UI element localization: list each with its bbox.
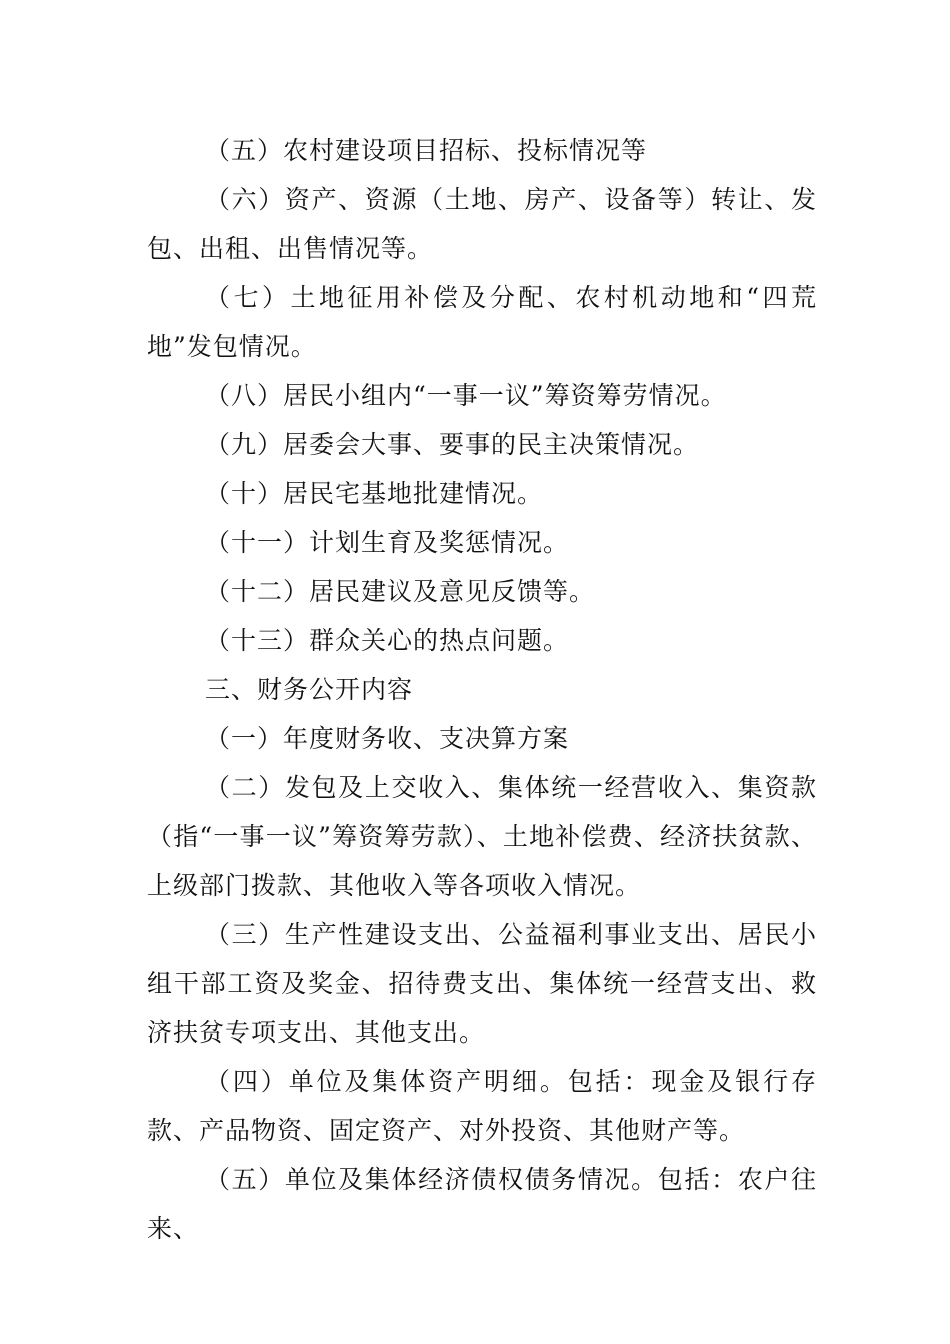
paragraph-finance-1-budget: （一）年度财务收、支决算方案 xyxy=(205,724,570,753)
paragraph-item-13-hot-issues: （十三）群众关心的热点问题。 xyxy=(205,626,570,655)
paragraph-item-12-feedback: （十二）居民建议及意见反馈等。 xyxy=(205,577,596,606)
paragraph-finance-4-assets: （四）单位及集体资产明细。包括：现金及银行存款、产品物资、固定资产、对外投资、其他财产等。 xyxy=(147,1067,817,1145)
paragraph-item-5-bidding: （五）农村建设项目招标、投标情况等 xyxy=(205,136,648,165)
paragraph-item-10-homestead: （十）居民宅基地批建情况。 xyxy=(205,479,544,508)
paragraph-finance-5-debts: （五）单位及集体经济债权债务情况。包括：农户往来、 xyxy=(147,1165,817,1243)
paragraph-item-7-land-compensation: （七）土地征用补偿及分配、农村机动地和“四荒地”发包情况。 xyxy=(147,283,817,361)
paragraph-item-6-asset-transfer: （六）资产、资源（土地、房产、设备等）转让、发包、出租、出售情况等。 xyxy=(147,185,817,263)
paragraph-item-11-family-planning: （十一）计划生育及奖惩情况。 xyxy=(205,528,570,557)
section-heading-financial-disclosure: 三、财务公开内容 xyxy=(205,675,414,704)
paragraph-finance-3-expenses: （三）生产性建设支出、公益福利事业支出、居民小组干部工资及奖金、招待费支出、集体统一经营支出、救济扶贫专项支出、其他支出。 xyxy=(147,920,817,1047)
paragraph-item-8-fundraising: （八）居民小组内“一事一议”筹资筹劳情况。 xyxy=(205,381,727,410)
paragraph-finance-2-income: （二）发包及上交收入、集体统一经营收入、集资款（指“一事一议”筹资筹劳款）、土地补偿费、经济扶贫款、上级部门拨款、其他收入等各项收入情况。 xyxy=(147,773,817,900)
document-body xyxy=(147,126,817,1253)
paragraph-item-9-decisions: （九）居委会大事、要事的民主决策情况。 xyxy=(205,430,700,459)
